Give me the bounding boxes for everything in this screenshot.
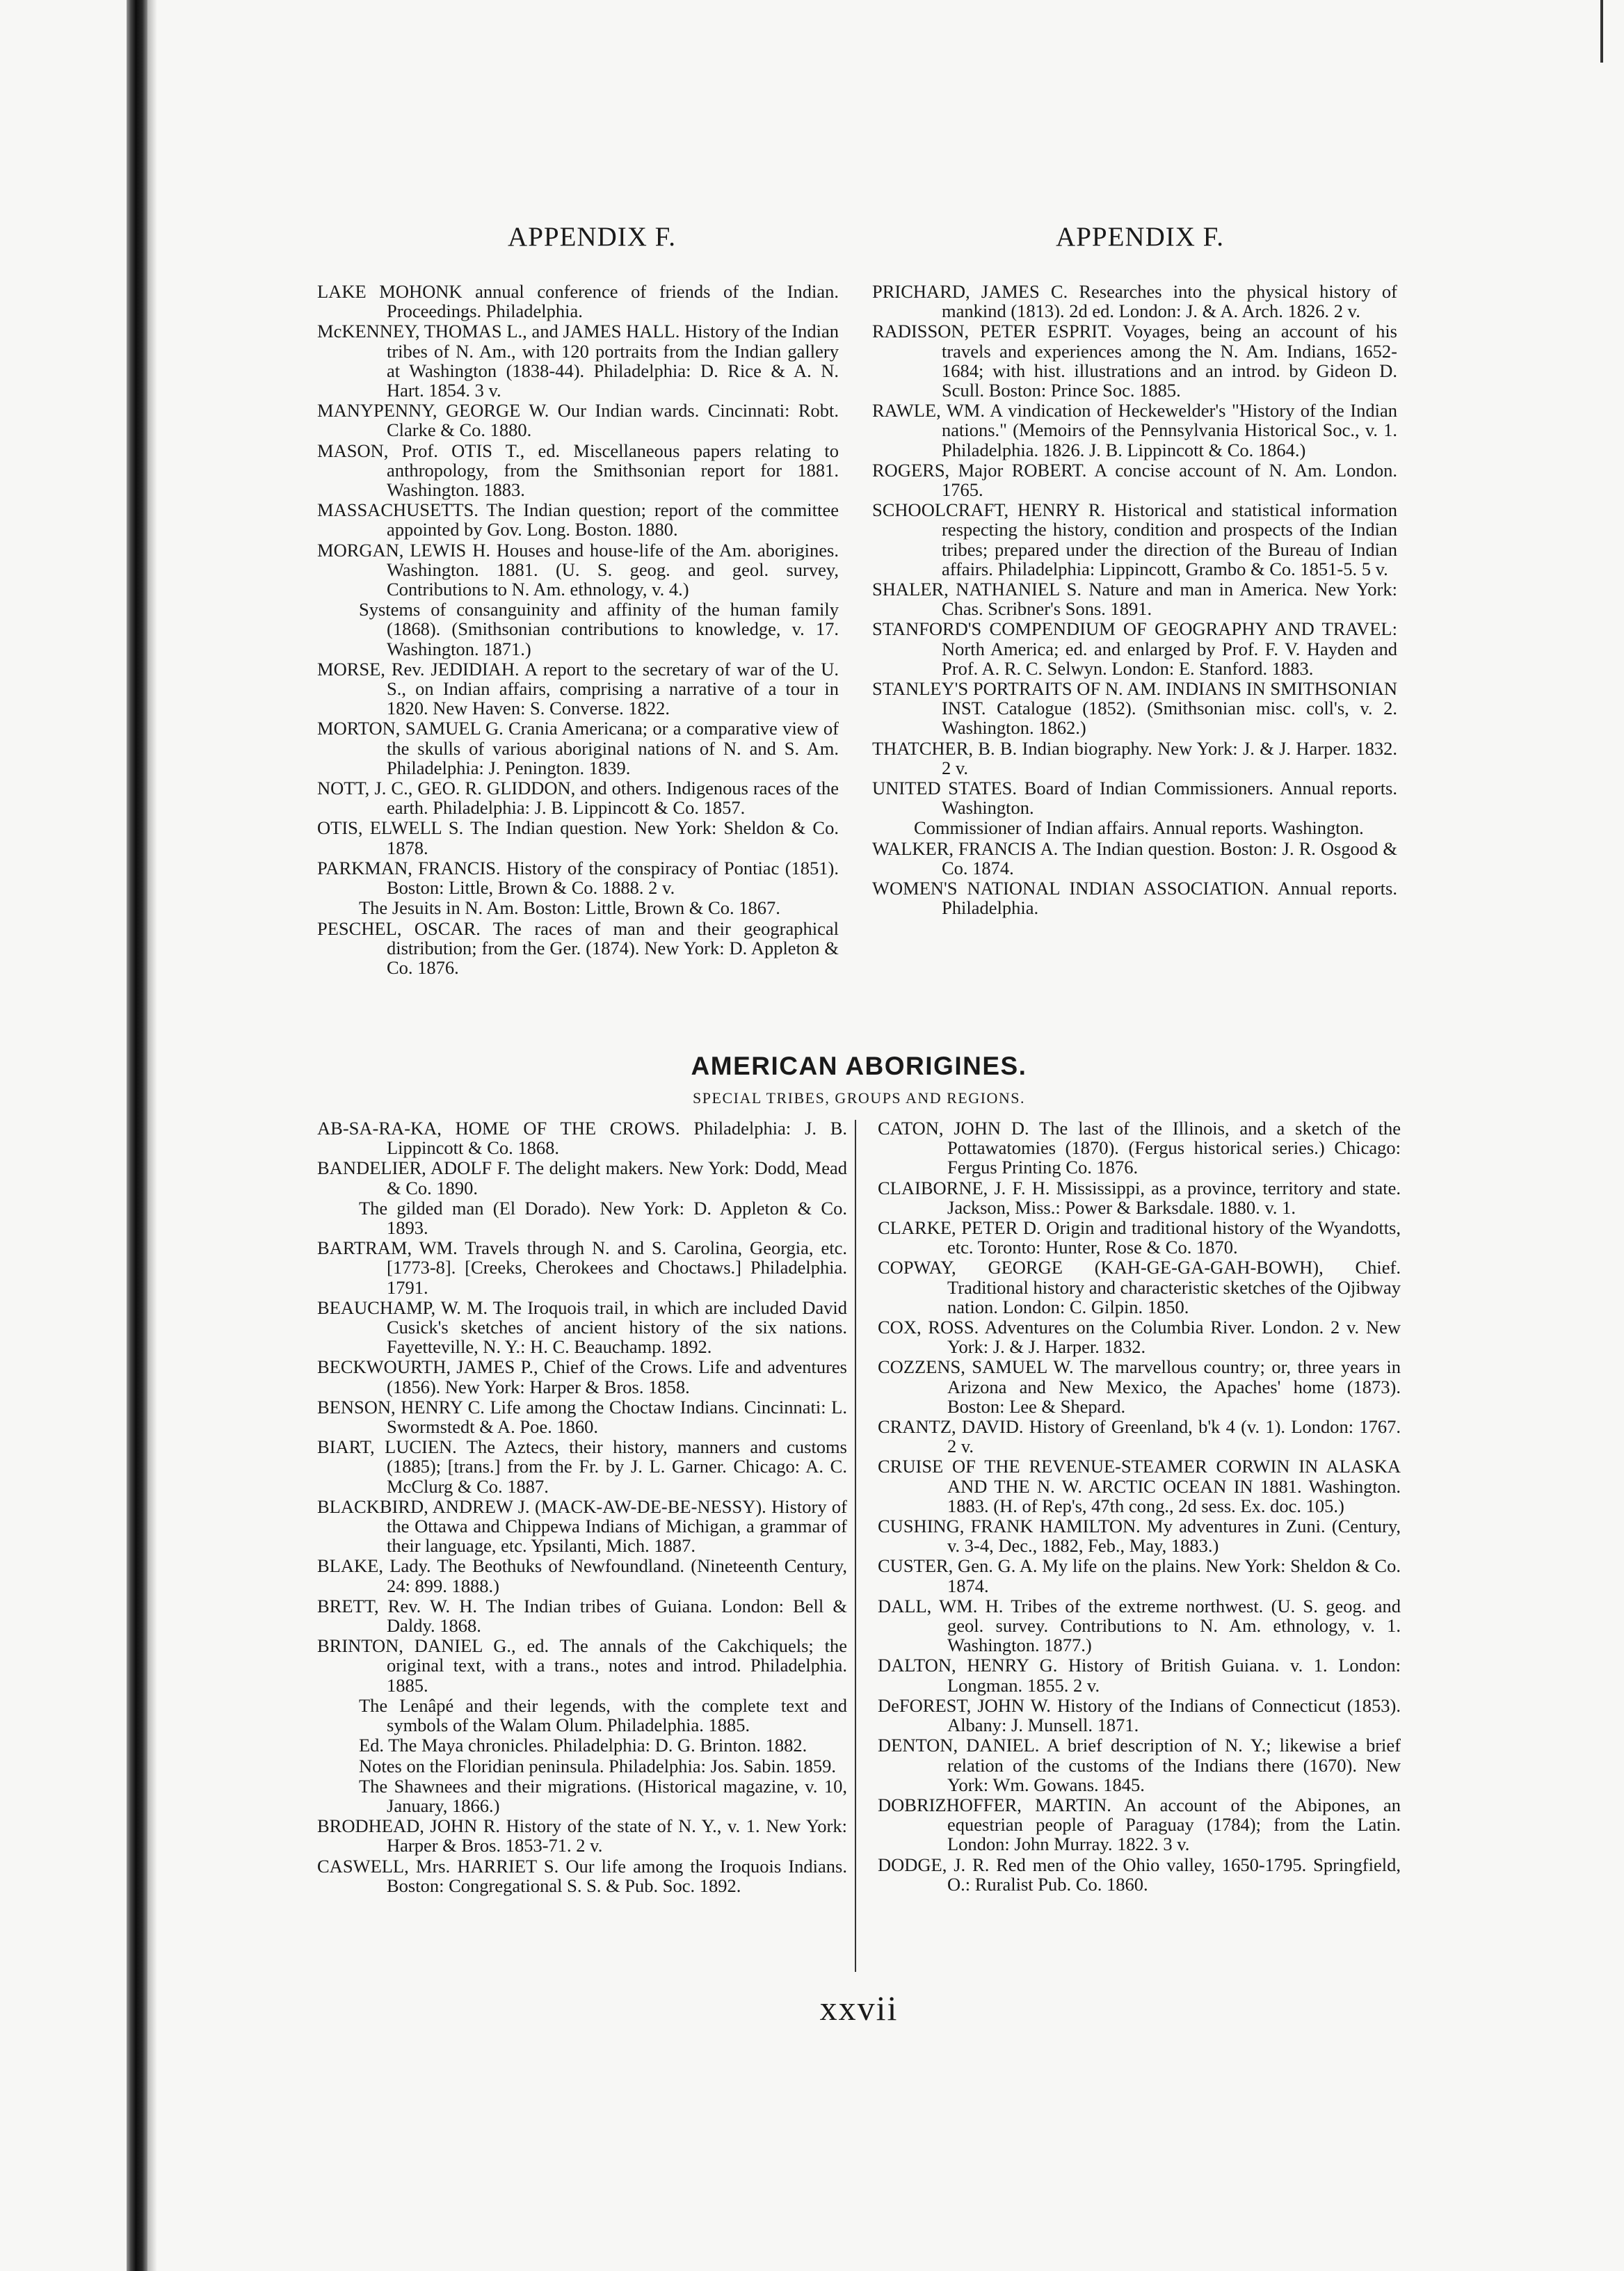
bibliography-entry: MORSE, Rev. JEDIDIAH. A report to the secretary of war of the U. S., on Indian affairs, comprising a narrative of a tour in 1820. New Haven: S. Converse. 1822.: [317, 658, 839, 719]
bibliography-entry: MASSACHUSETTS. The Indian question; report of the committee appointed by Gov. Long. Boston. 1880.: [317, 499, 839, 540]
bibliography-entry: CUSTER, Gen. G. A. My life on the plains. New York: Sheldon & Co. 1874.: [878, 1555, 1401, 1596]
bibliography-entry: The Shawnees and their migrations. (Historical magazine, v. 10, January, 1866.): [359, 1775, 847, 1816]
bibliography-entry: WOMEN'S NATIONAL INDIAN ASSOCIATION. Annual reports. Philadelphia.: [872, 878, 1397, 919]
column-divider: [855, 1120, 856, 1972]
bibliography-entry: BRODHEAD, JOHN R. History of the state of N. Y., v. 1. New York: Harper & Bros. 1853-71. 2 v.: [317, 1815, 847, 1856]
bibliography-entry: CRANTZ, DAVID. History of Greenland, b'k 4 (v. 1). London: 1767. 2 v.: [878, 1416, 1401, 1457]
bibliography-entry: PRICHARD, JAMES C. Researches into the physical history of mankind (1813). 2d ed. London: J. & A. Arch. 1826. 2 v.: [872, 281, 1397, 322]
bibliography-entry: CRUISE OF THE REVENUE-STEAMER CORWIN IN ALASKA AND THE N. W. ARCTIC OCEAN IN 1881. Washington. 1883. (H. of Rep's, 47th cong., 2d sess. Ex. doc. 105.): [878, 1456, 1401, 1516]
bibliography-entry: OTIS, ELWELL S. The Indian question. New York: Sheldon & Co. 1878.: [317, 817, 839, 858]
bibliography-entry: BIART, LUCIEN. The Aztecs, their history, manners and customs (1885); [trans.] from the Fr. by J. L. Garner. Chicago: A. C. McClurg & Co. 1887.: [317, 1436, 847, 1497]
bibliography-entry: CUSHING, FRANK HAMILTON. My adventures in Zuni. (Century, v. 3-4, Dec., 1882, Feb., May, 1883.): [878, 1516, 1401, 1557]
bibliography-entry: BRINTON, DANIEL G., ed. The annals of the Cakchiquels; the original text, with a trans., notes and introd. Philadelphia. 1885.: [317, 1635, 847, 1696]
bibliography-entry: AB-SA-RA-KA, HOME OF THE CROWS. Philadelphia: J. B. Lippincott & Co. 1868.: [317, 1118, 847, 1159]
bibliography-entry: DALL, WM. H. Tribes of the extreme northwest. (U. S. geog. and geol. survey. Contributions to N. Am. ethnology, v. 1. Washington. 1877.): [878, 1595, 1401, 1656]
bibliography-entry: McKENNEY, THOMAS L., and JAMES HALL. History of the Indian tribes of N. Am., with 120 portraits from the Indian gallery at Washington (1838-44). Philadelphia: D. Rice & A. N. Hart. 1854. 3 v.: [317, 321, 839, 401]
bibliography-entry: PARKMAN, FRANCIS. History of the conspiracy of Pontiac (1851). Boston: Little, Brown & Co. 1888. 2 v.: [317, 857, 839, 899]
page-number: xxvii: [819, 1989, 899, 2028]
bibliography-entry: The gilded man (El Dorado). New York: D. Appleton & Co. 1893.: [359, 1197, 847, 1239]
section-title: AMERICAN ABORIGINES.: [691, 1052, 1027, 1080]
bibliography-entry: BARTRAM, WM. Travels through N. and S. Carolina, Georgia, etc. [1773-8]. [Creeks, Cherokees and Choctaws.] Philadelphia. 1791.: [317, 1237, 847, 1298]
running-header-left: APPENDIX F.: [508, 222, 676, 252]
bibliography-entry: UNITED STATES. Board of Indian Commissioners. Annual reports. Washington.: [872, 778, 1397, 819]
bibliography-entry: DeFOREST, JOHN W. History of the Indians of Connecticut (1853). Albany: J. Munsell. 1871.: [878, 1694, 1401, 1736]
bibliography-entry: DALTON, HENRY G. History of British Guiana. v. 1. London: Longman. 1855. 2 v.: [878, 1655, 1401, 1696]
bibliography-entry: THATCHER, B. B. Indian biography. New York: J. & J. Harper. 1832. 2 v.: [872, 737, 1397, 778]
bibliography-entry: DENTON, DANIEL. A brief description of N. Y.; likewise a brief relation of the customs of the Indians there (1670). New York: Wm. Gowans. 1845.: [878, 1735, 1401, 1795]
bibliography-entry: Commissioner of Indian affairs. Annual reports. Washington.: [914, 817, 1364, 839]
bibliography-entry: BRETT, Rev. W. H. The Indian tribes of Guiana. London: Bell & Daldy. 1868.: [317, 1595, 847, 1637]
bibliography-entry: MORGAN, LEWIS H. Houses and house-life of the Am. aborigines. Washington. 1881. (U. S. geog. and geol. survey, Contributions to N. Am. ethnology, v. 4.): [317, 539, 839, 600]
bibliography-entry: RAWLE, WM. A vindication of Heckewelder's "History of the Indian nations." (Memoirs of the Pennsylvania Historical Soc., v. 1. Philadelphia. 1826. J. B. Lippincott & Co. 1864.): [872, 400, 1397, 460]
bibliography-entry: COZZENS, SAMUEL W. The marvellous country; or, three years in Arizona and New Mexico, the Apaches' home (1873). Boston: Lee & Shepard.: [878, 1356, 1401, 1417]
bibliography-entry: BECKWOURTH, JAMES P., Chief of the Crows. Life and adventures (1856). New York: Harper & Bros. 1858.: [317, 1356, 847, 1397]
bibliography-entry: RADISSON, PETER ESPRIT. Voyages, being an account of his travels and experiences among the N. Am. Indians, 1652-1684; with hist. illustrations and an introd. by Gideon D. Scull. Boston: Prince Soc. 1885.: [872, 321, 1397, 401]
bibliography-entry: BANDELIER, ADOLF F. The delight makers. New York: Dodd, Mead & Co. 1890.: [317, 1157, 847, 1198]
bibliography-entry: DODGE, J. R. Red men of the Ohio valley, 1650-1795. Springfield, O.: Ruralist Pub. Co. 1860.: [878, 1854, 1401, 1895]
bibliography-entry: STANLEY'S PORTRAITS OF N. AM. INDIANS IN SMITHSONIAN INST. Catalogue (1852). (Smithsonian misc. coll's, v. 2. Washington. 1862.): [872, 678, 1397, 739]
spine-edge-shade: [147, 0, 157, 2271]
bibliography-entry: DOBRIZHOFFER, MARTIN. An account of the Abipones, an equestrian people of Paraguay (1784); from the Latin. London: John Murray. 1822. 3 v.: [878, 1794, 1401, 1855]
bibliography-entry: The Jesuits in N. Am. Boston: Little, Brown & Co. 1867.: [359, 897, 780, 919]
bibliography-entry: SHALER, NATHANIEL S. Nature and man in America. New York: Chas. Scribner's Sons. 1891.: [872, 579, 1397, 620]
bibliography-entry: BEAUCHAMP, W. M. The Iroquois trail, in which are included David Cusick's sketches of ancient history of the six nations. Fayetteville, N. Y.: H. C. Beauchamp. 1892.: [317, 1297, 847, 1358]
bibliography-column-bottom-left: [317, 1118, 847, 1896]
bibliography-entry: PESCHEL, OSCAR. The races of man and their geographical distribution; from the Ger. (1874). New York: D. Appleton & Co. 1876.: [317, 917, 839, 978]
bibliography-entry: NOTT, J. C., GEO. R. GLIDDON, and others. Indigenous races of the earth. Philadelphia: J. B. Lippincott & Co. 1857.: [317, 778, 839, 819]
section-subtitle: SPECIAL TRIBES, GROUPS AND REGIONS.: [693, 1089, 1025, 1107]
bibliography-entry: Notes on the Floridian peninsula. Philadelphia: Jos. Sabin. 1859.: [359, 1755, 836, 1776]
running-header-right: APPENDIX F.: [1056, 222, 1224, 252]
bibliography-entry: LAKE MOHONK annual conference of friends of the Indian. Proceedings. Philadelphia.: [317, 281, 839, 322]
bibliography-entry: CASWELL, Mrs. HARRIET S. Our life among the Iroquois Indians. Boston: Congregational S. S. & Pub. Soc. 1892.: [317, 1855, 847, 1896]
bibliography-column-top-left: [317, 282, 839, 978]
bibliography-entry: SCHOOLCRAFT, HENRY R. Historical and statistical information respecting the history, condition and prospects of the Indian tribes; prepared under the direction of the Bureau of Indian affairs. Philadelphia: Lippincott, Grambo & Co. 1851-5. 5 v.: [872, 499, 1397, 579]
bibliography-entry: CLARKE, PETER D. Origin and traditional history of the Wyandotts, etc. Toronto: Hunter, Rose & Co. 1870.: [878, 1217, 1401, 1258]
bibliography-column-top-right: [872, 282, 1397, 919]
bibliography-entry: COPWAY, GEORGE (KAH-GE-GA-GAH-BOWH), Chief. Traditional history and characteristic sketches of the Ojibway nation. London: C. Gilpin. 1850.: [878, 1257, 1401, 1317]
bibliography-entry: CLAIBORNE, J. F. H. Mississippi, as a province, territory and state. Jackson, Miss.: Power & Barksdale. 1880. v. 1.: [878, 1177, 1401, 1218]
bibliography-entry: MORTON, SAMUEL G. Crania Americana; or a comparative view of the skulls of various aboriginal nations of N. and S. Am. Philadelphia: J. Penington. 1839.: [317, 718, 839, 778]
bibliography-column-bottom-right: [878, 1118, 1401, 1895]
bibliography-entry: MASON, Prof. OTIS T., ed. Miscellaneous papers relating to anthropology, from the Smithsonian report for 1881. Washington. 1883.: [317, 440, 839, 501]
bibliography-entry: COX, ROSS. Adventures on the Columbia River. London. 2 v. New York: J. & J. Harper. 1832.: [878, 1317, 1401, 1358]
bibliography-entry: CATON, JOHN D. The last of the Illinois, and a sketch of the Pottawatomies (1870). (Fergus historical series.) Chicago: Fergus Printing Co. 1876.: [878, 1118, 1401, 1178]
bibliography-entry: The Lenâpé and their legends, with the complete text and symbols of the Walam Olum. Philadelphia. 1885.: [359, 1694, 847, 1736]
bibliography-entry: STANFORD'S COMPENDIUM OF GEOGRAPHY AND TRAVEL: North America; ed. and enlarged by Prof. F. V. Hayden and Prof. A. R. C. Selwyn. London: E. Stanford. 1883.: [872, 618, 1397, 679]
book-spine-shadow: [127, 0, 147, 2271]
bibliography-entry: ROGERS, Major ROBERT. A concise account of N. Am. London. 1765.: [872, 459, 1397, 501]
bibliography-entry: Ed. The Maya chronicles. Philadelphia: D. G. Brinton. 1882.: [359, 1735, 807, 1756]
bibliography-entry: BLAKE, Lady. The Beothuks of Newfoundland. (Nineteenth Century, 24: 899. 1888.): [317, 1555, 847, 1596]
bibliography-entry: BLACKBIRD, ANDREW J. (MACK-AW-DE-BE-NESSY). History of the Ottawa and Chippewa Indians of Michigan, a grammar of their language, etc. Ypsilanti, Mich. 1887.: [317, 1495, 847, 1557]
page-edge-mark: [1600, 0, 1603, 63]
bibliography-entry: MANYPENNY, GEORGE W. Our Indian wards. Cincinnati: Robt. Clarke & Co. 1880.: [317, 400, 839, 441]
bibliography-entry: WALKER, FRANCIS A. The Indian question. Boston: J. R. Osgood & Co. 1874.: [872, 837, 1397, 878]
bibliography-entry: Systems of consanguinity and affinity of the human family (1868). (Smithsonian contributions to knowledge, v. 17. Washington. 1871.): [359, 599, 839, 659]
bibliography-entry: BENSON, HENRY C. Life among the Choctaw Indians. Cincinnati: L. Swormstedt & A. Poe. 1860.: [317, 1396, 847, 1438]
